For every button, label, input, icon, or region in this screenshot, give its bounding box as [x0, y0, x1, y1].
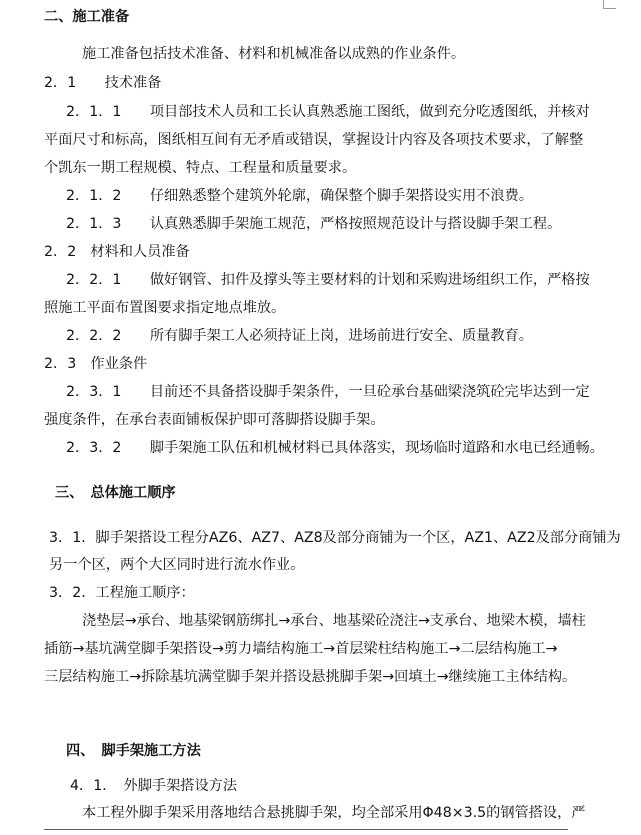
paragraph-intro: 施工准备包括技术准备、材料和机械准备以成熟的作业条件。 [82, 46, 466, 62]
paragraph-4-1: 本工程外脚手架采用落地结合悬挑脚手架，均全部采用Φ48×3.5的钢管搭设，严 [82, 805, 586, 821]
page-corner-mark [603, 0, 616, 9]
heading-scaffolding-method: 四、 脚手架施工方法 [66, 743, 201, 759]
item-2-3-1-continued: 强度条件，在承台表面铺板保护即可落脚搭设脚手架。 [44, 412, 385, 428]
section-2-3-title: 2．3 作业条件 [44, 356, 148, 372]
item-2-2-1: 2．2．1 做好钢管、扣件及撑头等主要材料的计划和采购进场组织工作，严格按 [66, 272, 590, 288]
sequence-line: 插筋→基坑满堂脚手架搭设→剪力墙结构施工→首层梁柱结构施工→二层结构施工→ [44, 641, 558, 657]
heading-construction-sequence: 三、 总体施工顺序 [55, 485, 176, 501]
item-3-1: 3．1．脚手架搭设工程分AZ6、AZ7、AZ8及部分商铺为一个区，AZ1、AZ2及部分商铺为 [49, 530, 621, 546]
item-3-2: 3．2．工程施工顺序： [49, 585, 195, 601]
item-2-2-2: 2．2．2 所有脚手架工人必须持证上岗，进场前进行安全、质量教育。 [66, 328, 533, 344]
section-4-1-title: 4．1． 外脚手架搭设方法 [70, 778, 238, 794]
item-2-1-1: 2．1．1 项目部技术人员和工长认真熟悉施工图纸，做到充分吃透图纸，并核对 [66, 104, 590, 120]
item-2-1-1-continued: 平面尺寸和标高，图纸相互间有无矛盾或错误，掌握设计内容及各项技术要求，了解整 [44, 132, 584, 148]
item-2-2-1-continued: 照施工平面布置图要求指定地点堆放。 [44, 300, 286, 316]
section-2-1-title: 2．1 技术准备 [44, 75, 162, 91]
item-2-1-2: 2．1．2 仔细熟悉整个建筑外轮廓，确保整个脚手架搭设实用不浪费。 [66, 188, 533, 204]
item-2-3-2: 2．3．2 脚手架施工队伍和机械材料已具体落实，现场临时道路和水电已经通畅。 [66, 440, 604, 456]
sequence-line: 三层结构施工→拆除基坑满堂脚手架并搭设悬挑脚手架→回填土→继续施工主体结构。 [44, 669, 577, 685]
heading-construction-preparation: 二、施工准备 [44, 9, 130, 25]
item-2-1-3: 2．1．3 认真熟悉脚手架施工规范，严格按照规范设计与搭设脚手架工程。 [66, 216, 562, 232]
section-2-2-title: 2．2 材料和人员准备 [44, 244, 190, 260]
spellcheck-underline [44, 829, 568, 830]
item-2-3-1: 2．3．1 目前还不具备搭设脚手架条件，一旦砼承台基础梁浇筑砼完毕达到一定 [66, 384, 590, 400]
sequence-line: 浇垫层→承台、地基梁钢筋绑扎→承台、地基梁砼浇注→支承台、地梁木模，墙柱 [82, 613, 586, 629]
item-2-1-1-continued: 个凯东一期工程规模、特点、工程量和质量要求。 [44, 160, 357, 176]
item-3-1-continued: 另一个区，两个大区同时进行流水作业。 [49, 557, 305, 573]
